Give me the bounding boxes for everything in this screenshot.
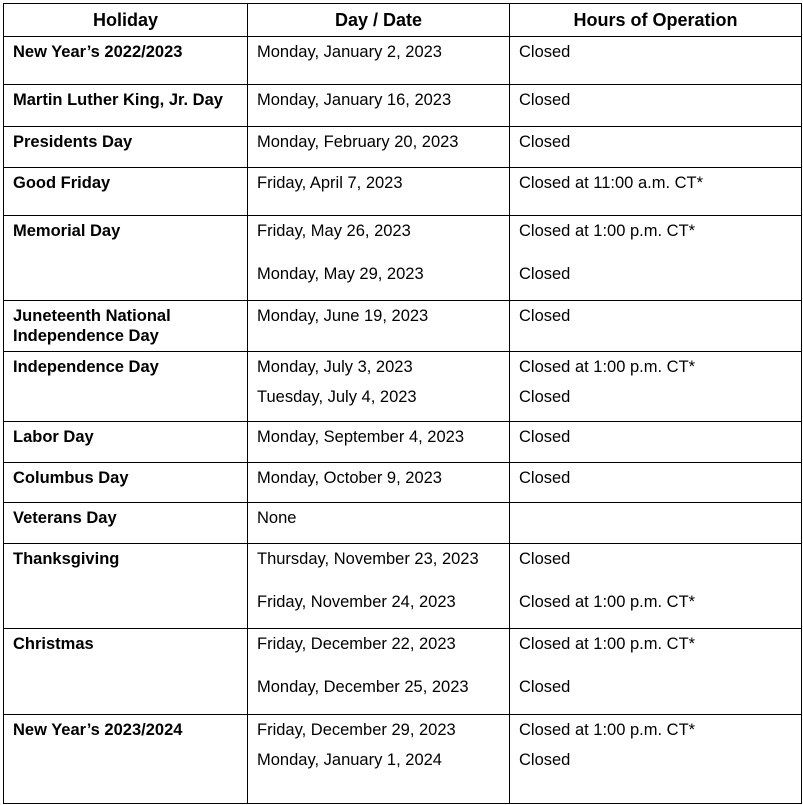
date-line: Monday, October 9, 2023 bbox=[257, 469, 442, 487]
holiday-cell: New Year’s 2022/2023 bbox=[4, 37, 248, 85]
hours-line: Closed at 1:00 p.m. CT* bbox=[519, 358, 696, 376]
date-cell bbox=[248, 168, 510, 216]
date-line: Monday, June 19, 2023 bbox=[257, 307, 429, 325]
hours-line: Closed at 11:00 a.m. CT* bbox=[519, 174, 704, 192]
table-row bbox=[4, 544, 802, 629]
date-line: Friday, November 24, 2023 bbox=[257, 593, 456, 611]
table-row bbox=[4, 168, 802, 216]
date-cell bbox=[248, 301, 510, 352]
hours-line: Closed bbox=[519, 43, 571, 61]
date-cell bbox=[248, 352, 510, 422]
date-line: None bbox=[257, 509, 297, 527]
hours-cell bbox=[510, 503, 802, 544]
holiday-cell: Memorial Day bbox=[4, 216, 248, 301]
date-line: Friday, April 7, 2023 bbox=[257, 174, 403, 192]
hours-line: Closed bbox=[519, 91, 571, 109]
hours-cell bbox=[510, 168, 802, 216]
hours-line: Closed bbox=[519, 550, 571, 568]
hours-line: Closed bbox=[519, 678, 571, 696]
date-cell bbox=[248, 127, 510, 168]
hours-line: Closed bbox=[519, 388, 571, 406]
date-line: Monday, May 29, 2023 bbox=[257, 265, 424, 283]
table-row bbox=[4, 216, 802, 301]
date-cell bbox=[248, 715, 510, 804]
hours-line: Closed bbox=[519, 428, 571, 446]
header-holiday: Holiday bbox=[4, 4, 248, 37]
date-line: Monday, January 2, 2023 bbox=[257, 43, 442, 61]
hours-line: Closed bbox=[519, 751, 571, 769]
hours-cell bbox=[510, 544, 802, 629]
date-cell bbox=[248, 85, 510, 127]
hours-cell bbox=[510, 463, 802, 503]
hours-cell bbox=[510, 352, 802, 422]
date-line: Friday, December 22, 2023 bbox=[257, 635, 456, 653]
table-row bbox=[4, 85, 802, 127]
date-cell bbox=[248, 544, 510, 629]
hours-cell bbox=[510, 629, 802, 715]
hours-cell bbox=[510, 422, 802, 463]
table-row bbox=[4, 715, 802, 804]
date-line: Monday, December 25, 2023 bbox=[257, 678, 469, 696]
header-hours: Hours of Operation bbox=[510, 4, 802, 37]
table-row bbox=[4, 127, 802, 168]
hours-cell bbox=[510, 715, 802, 804]
header-day-date: Day / Date bbox=[248, 4, 510, 37]
hours-cell bbox=[510, 37, 802, 85]
date-line: Thursday, November 23, 2023 bbox=[257, 550, 479, 568]
date-line: Monday, September 4, 2023 bbox=[257, 428, 464, 446]
date-cell bbox=[248, 503, 510, 544]
date-cell bbox=[248, 37, 510, 85]
table-row bbox=[4, 352, 802, 422]
holiday-cell: Presidents Day bbox=[4, 127, 248, 168]
date-line: Monday, January 1, 2024 bbox=[257, 751, 442, 769]
date-line: Monday, January 16, 2023 bbox=[257, 91, 452, 109]
holiday-cell: Thanksgiving bbox=[4, 544, 248, 629]
holiday-cell: Columbus Day bbox=[4, 463, 248, 503]
table-row bbox=[4, 301, 802, 352]
date-cell bbox=[248, 422, 510, 463]
hours-cell bbox=[510, 127, 802, 168]
hours-line: Closed at 1:00 p.m. CT* bbox=[519, 635, 696, 653]
hours-line: Closed at 1:00 p.m. CT* bbox=[519, 593, 696, 611]
date-cell bbox=[248, 216, 510, 301]
date-line: Friday, May 26, 2023 bbox=[257, 222, 411, 240]
hours-line: Closed at 1:00 p.m. CT* bbox=[519, 222, 696, 240]
date-line: Monday, February 20, 2023 bbox=[257, 133, 459, 151]
table-row bbox=[4, 629, 802, 715]
hours-line: Closed bbox=[519, 469, 571, 487]
hours-cell bbox=[510, 85, 802, 127]
holiday-cell: Labor Day bbox=[4, 422, 248, 463]
holiday-cell: Christmas bbox=[4, 629, 248, 715]
date-line: Tuesday, July 4, 2023 bbox=[257, 388, 417, 406]
table-row bbox=[4, 422, 802, 463]
date-cell bbox=[248, 629, 510, 715]
date-line: Friday, December 29, 2023 bbox=[257, 721, 456, 739]
table-row bbox=[4, 463, 802, 503]
date-cell bbox=[248, 463, 510, 503]
hours-line: Closed bbox=[519, 133, 571, 151]
holiday-hours-table bbox=[3, 3, 802, 804]
date-line: Monday, July 3, 2023 bbox=[257, 358, 413, 376]
holiday-cell: Juneteenth National Independence Day bbox=[4, 301, 248, 352]
hours-line: Closed bbox=[519, 307, 571, 325]
holiday-cell: Independence Day bbox=[4, 352, 248, 422]
hours-cell bbox=[510, 301, 802, 352]
hours-line: Closed at 1:00 p.m. CT* bbox=[519, 721, 696, 739]
holiday-cell: Veterans Day bbox=[4, 503, 248, 544]
table-row bbox=[4, 503, 802, 544]
holiday-cell: Good Friday bbox=[4, 168, 248, 216]
table-row bbox=[4, 37, 802, 85]
holiday-cell: Martin Luther King, Jr. Day bbox=[4, 85, 248, 127]
holiday-cell: New Year’s 2023/2024 bbox=[4, 715, 248, 804]
hours-cell bbox=[510, 216, 802, 301]
hours-line: Closed bbox=[519, 265, 571, 283]
table-header-row bbox=[4, 4, 802, 37]
